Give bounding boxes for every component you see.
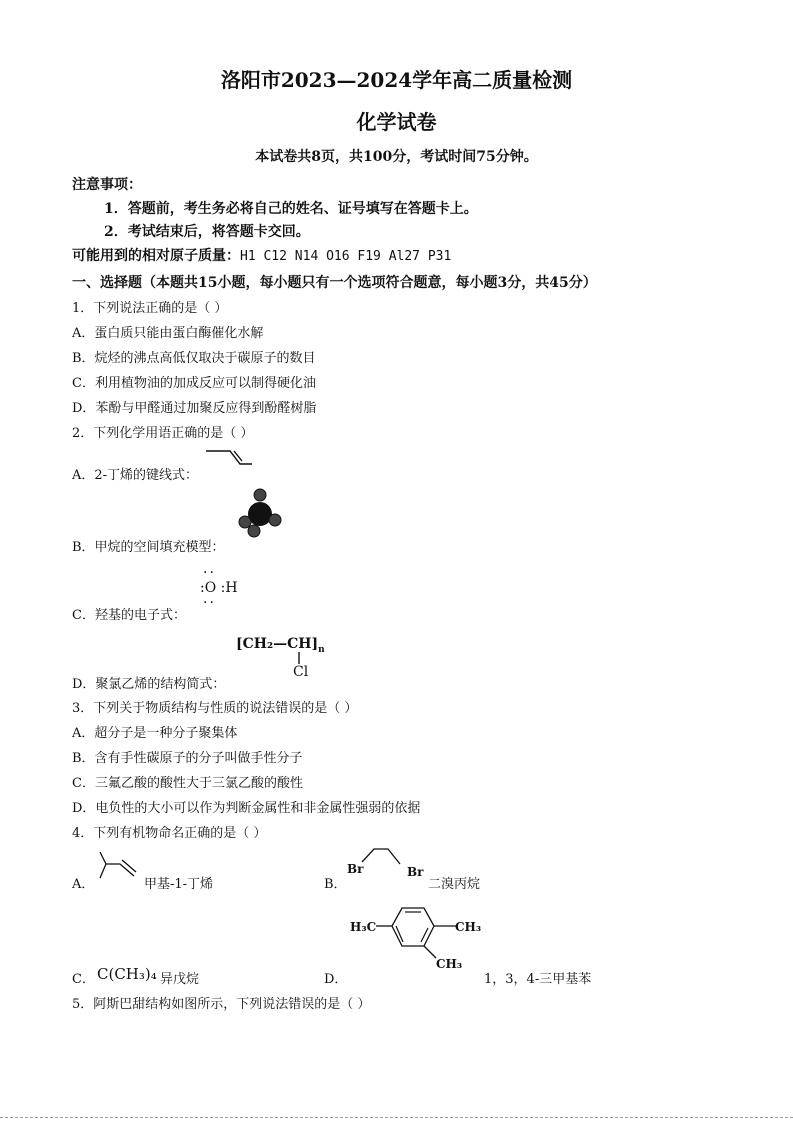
bracket-right: ] (311, 636, 319, 652)
butene-skeletal-structure (204, 448, 252, 468)
section-heading: 一、选择题（本题共15小题，每小题只有一个选项符合题意，每小题3分，共45分） (72, 275, 597, 291)
q2-option-b: B．甲烷的空间填充模型： (72, 540, 225, 555)
hydroxyl-electron-formula (200, 566, 238, 611)
q2-option-d: D．聚氯乙烯的结构简式： (72, 677, 226, 692)
methyl-left: H₃C (350, 920, 377, 934)
bromine-left: Br (347, 862, 364, 876)
q2-option-c: C．羟基的电子式： (72, 608, 186, 623)
note-item-2: 2．考试结束后，将答题卡交回。 (104, 224, 310, 240)
q1-option-c: C．利用植物油的加成反应可以制得硬化油 (72, 376, 316, 391)
q1-option-b: B．烷烃的沸点高低仅取决于碳原子的数目 (72, 351, 316, 366)
methylbutene-skeletal-structure (98, 850, 140, 880)
methyl-bottom: CH₃ (436, 957, 463, 971)
q3-option-c: C．三氟乙酸的酸性大于三氯乙酸的酸性 (72, 776, 303, 791)
q4-option-d-name: 1，3，4-三甲基苯 (484, 972, 592, 987)
pvc-repeat-unit: CH₂—CH (242, 636, 312, 652)
q5-stem: 5．阿斯巴甜结构如图所示，下列说法错误的是（ ） (72, 997, 371, 1012)
q4-option-c-label: C． (72, 972, 95, 987)
hydroxyl-core (200, 581, 238, 596)
page-title: 洛阳市2023—2024学年高二质量检测 (220, 68, 573, 92)
pvc-chlorine: Cl (293, 664, 309, 680)
atomic-mass-label (72, 245, 451, 265)
q3-option-b: B．含有手性碳原子的分子叫做手性分子 (72, 751, 303, 766)
q1-stem: 1．下列说法正确的是（ ） (72, 301, 228, 316)
oxygen-symbol: :O (200, 580, 217, 596)
q1-option-d: D．苯酚与甲醛通过加聚反应得到酚醛树脂 (72, 401, 317, 416)
q4-option-b-label: B． (324, 877, 347, 892)
q2-option-a: A．2-丁烯的键线式： (72, 468, 199, 483)
q4-option-d-label: D． (324, 972, 348, 987)
trimethylbenzene-structure (374, 906, 462, 962)
q3-stem: 3．下列关于物质结构与性质的说法错误的是（ ） (72, 701, 358, 716)
methane-space-filling-model (236, 486, 286, 542)
q4-stem: 4．下列有机物命名正确的是（ ） (72, 826, 267, 841)
hydrogen-symbol: :H (220, 580, 238, 596)
q3-option-a: A．超分子是一种分子聚集体 (72, 726, 238, 741)
bromine-right: Br (407, 865, 424, 879)
exam-intro: 本试卷共8页，共100分，考试时间75分钟。 (255, 149, 538, 165)
atomic-mass-label-text: 可能用到的相对原子质量： (72, 248, 240, 264)
lone-pair-top: ·· (203, 565, 216, 581)
q4-option-a-label: A． (72, 877, 95, 892)
page-subtitle: 化学试卷 (356, 110, 437, 134)
methyl-right: CH₃ (455, 920, 482, 934)
neopentane-formula: C(CH₃)₄ (97, 965, 157, 983)
note-item-1: 1．答题前，考生务必将自己的姓名、证号填写在答题卡上。 (104, 201, 478, 217)
q4-option-b-name: 二溴丙烷 (428, 877, 481, 892)
q1-option-a: A．蛋白质只能由蛋白酶催化水解 (72, 326, 264, 341)
q4-option-a-name: 甲基-1-丁烯 (144, 877, 214, 892)
page-bottom-border (0, 1117, 793, 1118)
q4-option-c-name: 异戊烷 (160, 972, 200, 987)
pvc-formula (236, 636, 325, 655)
q2-stem: 2．下列化学用语正确的是（ ） (72, 426, 254, 441)
bracket-left: [ (236, 636, 243, 652)
q3-option-d: D．电负性的大小可以作为判断金属性和非金属性强弱的依据 (72, 801, 421, 816)
dibromopropane-skeletal-structure (360, 846, 410, 868)
notes-heading: 注意事项： (72, 177, 142, 193)
lone-pair-bottom: ·· (203, 595, 216, 611)
pvc-subscript: n (318, 644, 325, 655)
atomic-mass-values: H1 C12 N14 O16 F19 Al27 P31 (240, 249, 452, 264)
